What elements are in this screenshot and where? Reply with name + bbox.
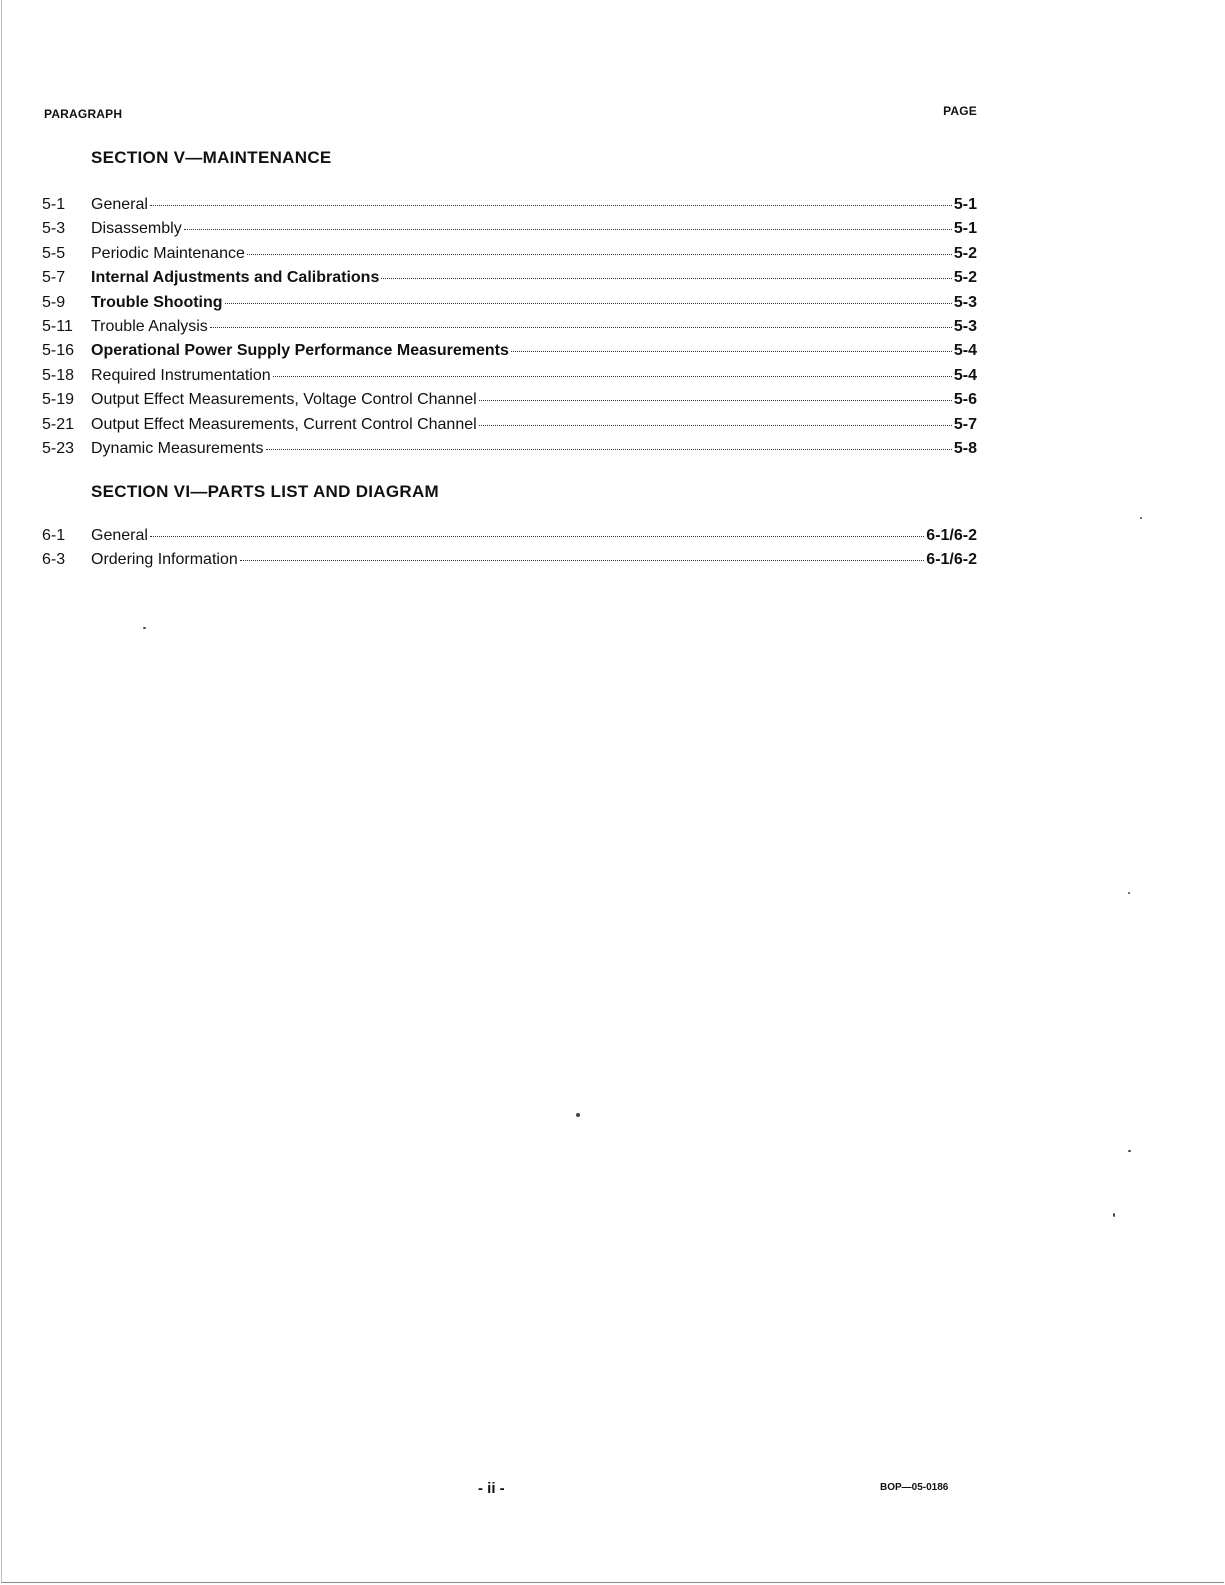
footer-document-code: BOP—05-0186	[880, 1482, 949, 1493]
toc-entry-title: Dynamic Measurements	[91, 439, 264, 457]
toc-entry	[42, 416, 977, 440]
dot-leader	[273, 376, 952, 377]
section-vi-title: SECTION VI—PARTS LIST AND DIAGRAM	[91, 482, 440, 501]
toc-entry-number: 5-18	[42, 366, 75, 384]
toc-entry	[42, 527, 977, 551]
dot-leader	[479, 425, 952, 426]
toc-entry-number: 5-1	[42, 196, 66, 213]
toc-entry-page: 5-1	[953, 196, 977, 213]
toc-entry	[42, 294, 977, 318]
dot-leader	[240, 560, 925, 561]
scan-speck	[1128, 1150, 1131, 1152]
section-v-toc-list	[42, 196, 977, 464]
toc-entry-number: 5-11	[42, 317, 73, 335]
dot-leader	[247, 254, 952, 255]
dot-leader	[381, 278, 952, 279]
toc-entry-page: 5-1	[953, 220, 977, 238]
toc-entry-page: 5-3	[953, 293, 977, 311]
toc-entry-title: General	[91, 527, 148, 544]
scan-speck	[1140, 517, 1142, 519]
toc-entry-title: Internal Adjustments and Calibrations	[91, 269, 380, 287]
footer-page-number: - ii -	[478, 1480, 505, 1497]
toc-entry-title: Trouble Analysis	[91, 317, 208, 335]
dot-leader	[150, 205, 952, 206]
toc-entry-number: 5-19	[42, 391, 75, 409]
toc-entry-page: 5-6	[953, 391, 977, 409]
section-vi-toc-list	[42, 527, 977, 576]
toc-entry	[42, 342, 977, 366]
scan-speck	[576, 1113, 580, 1117]
toc-entry	[42, 196, 977, 220]
page-column-header: PAGE	[943, 104, 977, 118]
scan-speck	[1128, 892, 1130, 894]
toc-entry-title: Output Effect Measurements, Voltage Control Channel	[91, 391, 477, 409]
toc-entry-page: 5-2	[953, 244, 977, 262]
toc-entry-page: 6-1/6-2	[926, 551, 977, 569]
toc-entry-title: Ordering Information	[91, 551, 238, 569]
toc-entry-page: 5-2	[953, 269, 977, 287]
toc-entry-number: 5-21	[42, 415, 75, 433]
toc-entry	[42, 220, 977, 244]
toc-entry	[42, 551, 977, 575]
toc-entry-title: Periodic Maintenance	[91, 244, 245, 262]
toc-entry-number: 5-7	[42, 269, 66, 287]
dot-leader	[511, 351, 952, 352]
toc-entry	[42, 440, 977, 464]
toc-entry-number: 5-23	[42, 439, 75, 457]
dot-leader	[266, 449, 952, 450]
toc-entry-title: Disassembly	[91, 220, 182, 238]
toc-entry-page: 5-4	[953, 342, 977, 360]
toc-entry-title: Operational Power Supply Performance Measurements	[91, 342, 509, 360]
dot-leader	[225, 303, 952, 304]
dot-leader	[184, 229, 952, 230]
toc-entry	[42, 318, 977, 342]
toc-entry-number: 6-3	[42, 551, 66, 569]
toc-entry	[42, 391, 977, 415]
section-v-title: SECTION V—MAINTENANCE	[91, 148, 332, 167]
scan-speck	[1113, 1213, 1115, 1217]
toc-entry	[42, 269, 977, 293]
toc-entry-page: 5-4	[953, 366, 977, 384]
toc-entry-page: 6-1/6-2	[926, 527, 977, 544]
toc-entry-number: 5-9	[42, 293, 66, 311]
dot-leader	[210, 327, 952, 328]
toc-entry-title: General	[91, 196, 148, 213]
toc-entry	[42, 367, 977, 391]
dot-leader	[479, 400, 952, 401]
toc-entry-page: 5-7	[953, 415, 977, 433]
toc-entry-number: 5-5	[42, 244, 66, 262]
toc-entry-number: 5-3	[42, 220, 66, 238]
toc-entry-title: Output Effect Measurements, Current Control Channel	[91, 415, 477, 433]
scan-speck	[143, 627, 146, 629]
toc-entry-title: Trouble Shooting	[91, 293, 223, 311]
toc-entry-title: Required Instrumentation	[91, 366, 271, 384]
toc-entry-number: 5-16	[42, 342, 75, 360]
toc-entry-number: 6-1	[42, 527, 66, 544]
toc-entry	[42, 245, 977, 269]
paragraph-column-header: PARAGRAPH	[44, 107, 123, 121]
dot-leader	[150, 536, 924, 537]
toc-entry-page: 5-8	[953, 439, 977, 457]
toc-entry-page: 5-3	[953, 317, 977, 335]
